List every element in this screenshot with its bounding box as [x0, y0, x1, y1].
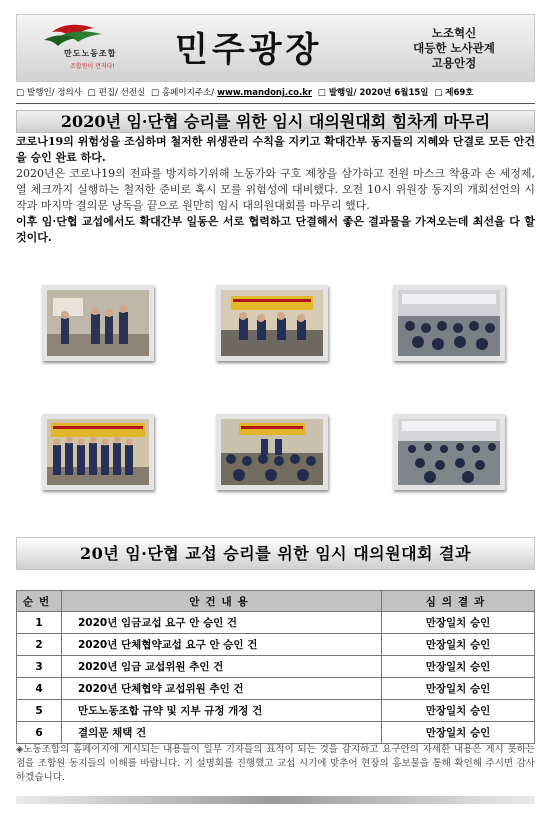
row-item: 2020년 임금교섭 요구 안 승인 건	[62, 612, 382, 634]
results-table	[16, 590, 535, 744]
row-number: 2	[17, 634, 62, 656]
checkbox-icon: □	[87, 88, 96, 98]
table-header-row	[17, 591, 535, 612]
logo-slogan: 조합원이 먼저다!	[70, 63, 115, 70]
checkbox-icon: □	[317, 88, 326, 98]
row-item: 2020년 단체협약 교섭위원 추인 건	[62, 678, 382, 700]
row-result: 만장일치 승인	[382, 722, 535, 744]
photo-meeting-6	[393, 414, 505, 490]
slogan-line: 고용안정	[431, 56, 477, 70]
footer-bar	[16, 796, 535, 804]
column-header-item: 안건내용	[62, 591, 382, 612]
row-item: 2020년 단체협약교섭 요구 안 승인 건	[62, 634, 382, 656]
photo-meeting-2	[216, 285, 328, 361]
slogan-line: 노조혁신	[431, 26, 477, 40]
column-header-number: 순번	[17, 591, 62, 612]
results-headline: 20년 임·단협 교섭 승리를 위한 임시 대의원대회 결과	[16, 537, 535, 570]
publish-date: 발행일/ 2020년 6월15일	[328, 88, 429, 98]
table-row	[17, 656, 535, 678]
logo-text: 만도노동조합	[64, 49, 117, 58]
row-result: 만장일치 승인	[382, 612, 535, 634]
article-closing: 이후 임·단협 교섭에서도 확대간부 일동은 서로 협력하고 단결해서 좋은 결과물을 가져오는데 최선을 다 할 것이다.	[16, 215, 535, 244]
row-number: 3	[17, 656, 62, 678]
union-logo	[24, 22, 132, 74]
row-result: 만장일치 승인	[382, 678, 535, 700]
photo-meeting-1	[42, 285, 154, 361]
column-header-result: 심의결과	[382, 591, 535, 612]
slogan-line: 대등한 노사관계	[413, 41, 495, 55]
photo-meeting-3	[393, 285, 505, 361]
article-body	[16, 134, 535, 246]
editor: 편집/ 선전실	[98, 88, 146, 98]
checkbox-icon: □	[16, 88, 25, 98]
table-row	[17, 678, 535, 700]
table-row	[17, 700, 535, 722]
publisher: 발행인/ 정의사	[27, 88, 82, 98]
publication-info	[16, 84, 535, 102]
table-row	[17, 634, 535, 656]
row-item: 만도노동조합 규약 및 지부 규정 개정 건	[62, 700, 382, 722]
row-number: 4	[17, 678, 62, 700]
article-paragraph: 2020년은 코로나19의 전파를 방지하기위해 노동가와 구호 제창을 삼가하고 전원 마스크 착용과 손 세정제, 열 체크까지 실행하는 철저한 준비로 혹시 모를 위험성에 대비했다. 오전 10시 위원장 동지의 개회선언의 시작과 마지막 결의문 낭독을 끝으로 원만히 임시 대의원대회를 마무리 했다.	[16, 167, 535, 212]
homepage-label: 홈페이지주소/	[161, 88, 215, 98]
notice-text: ◈노동조합의 홈페이지에 게시되는 내용들이 일부 기자들의 표적이 되는 것을 감지하고 요구안의 자세한 내용은 게시 못하는 점을 조합원 동지들의 이해를 바랍니다. 기 설명회를 진행했고 교섭 시기에 맞추어 현장의 홍보물을 통해 확인해 주시면 감사 하겠습니다.	[16, 744, 535, 783]
article-headline: 2020년 임·단협 승리를 위한 임시 대의원대회 힘차게 마무리	[16, 110, 535, 133]
divider	[16, 103, 535, 104]
article-lead: 코로나19의 위험성을 조심하며 철저한 위생관리 수칙을 지키고 확대간부 동지들의 지혜와 단결로 모든 안건을 승인 완료 하다.	[16, 135, 535, 164]
checkbox-icon: □	[434, 88, 443, 98]
row-result: 만장일치 승인	[382, 700, 535, 722]
row-number: 1	[17, 612, 62, 634]
table-row	[17, 612, 535, 634]
photo-meeting-5	[216, 414, 328, 490]
photo-meeting-4	[42, 414, 154, 490]
row-item: 2020년 임금 교섭위원 추인 건	[62, 656, 382, 678]
issue-number: 제69호	[445, 88, 474, 98]
checkbox-icon: □	[150, 88, 159, 98]
row-result: 만장일치 승인	[382, 656, 535, 678]
row-number: 6	[17, 722, 62, 744]
newsletter-title: 민주광장	[175, 30, 323, 70]
homepage-link[interactable]: www.mandonj.co.kr	[217, 88, 313, 98]
row-number: 5	[17, 700, 62, 722]
row-result: 만장일치 승인	[382, 634, 535, 656]
header-slogan	[394, 26, 514, 71]
table-row	[17, 722, 535, 744]
row-item: 결의문 채택 건	[62, 722, 382, 744]
